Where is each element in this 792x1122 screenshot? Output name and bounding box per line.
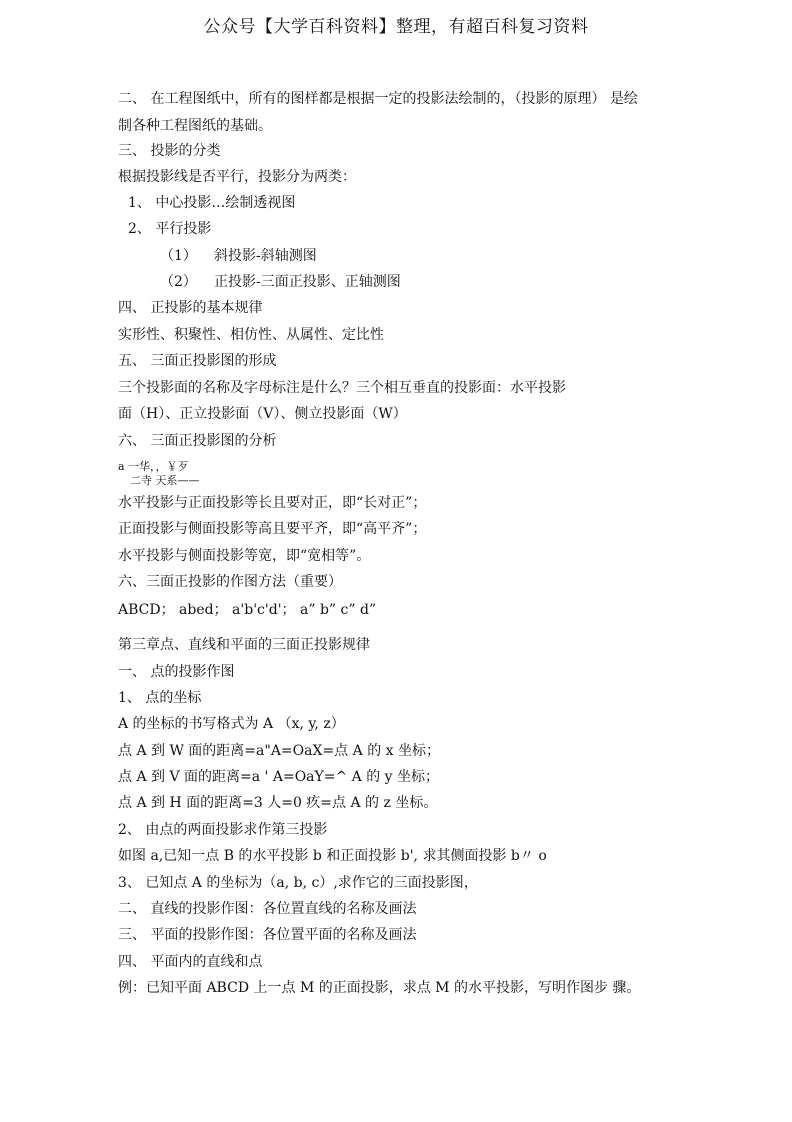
sub-list-item <box>160 245 317 265</box>
text-line: 二、 在工程图纸中，所有的图样都是根据一定的投影法绘制的，（投影的原理） 是绘 <box>118 91 638 107</box>
text-line: 三个投影面的名称及字母标注是什么？三个相互垂直的投影面：水平投影 <box>118 380 566 396</box>
page-header: 公众号【大学百科资料】整理，有超百科复习资料 <box>203 17 589 37</box>
section-heading: 六、 三面正投影图的分析 <box>118 433 277 449</box>
text-line: 如图 a,已知一点 B 的水平投影 b 和正面投影 b', 求其侧面投影 b〃 o <box>118 848 547 864</box>
text-line: ABCD； abed； a'b'c'd'； a” b” c” d” <box>118 602 377 618</box>
sub-list-number: （2） <box>160 274 197 290</box>
sub-list-item <box>160 271 401 291</box>
text-line: 面（H）、正立投影面（V）、侧立投影面（W） <box>118 406 407 422</box>
text-line: 例：已知平面 ABCD 上一点 M 的正面投影，求点 M 的水平投影，写明作图步 骤。 <box>118 980 641 996</box>
text-line: 正面投影与侧面投影等高且要平齐，即“高平齐”； <box>118 521 427 537</box>
text-line: 水平投影与侧面投影等宽，即“宽相等”。 <box>118 548 371 564</box>
section-heading: 三、 投影的分类 <box>118 143 221 159</box>
sub-list-text: 斜投影-斜轴测图 <box>214 248 317 264</box>
sub-list-text: 正投影-三面正投影、正轴测图 <box>214 274 401 290</box>
text-line: A 的坐标的书写格式为 A （x, y, z） <box>118 716 345 732</box>
sub-list-number: （1） <box>160 248 197 264</box>
list-item: 1、 中心投影…绘制透视图 <box>128 195 296 211</box>
text-line: 根据投影线是否平行，投影分为两类： <box>118 169 356 185</box>
text-line: 点 A 到 V 面的距离=a ' A=OaY=^ A 的 y 坐标； <box>118 769 440 785</box>
chapter-heading: 第三章点、直线和平面的三面正投影规律 <box>118 637 370 653</box>
section-heading: 四、 平面内的直线和点 <box>118 954 263 970</box>
section-heading: 3、 已知点 A 的坐标为（a, b, c）,求作它的三面投影图， <box>118 875 478 891</box>
section-heading: 1、 点的坐标 <box>118 690 202 706</box>
text-line: 点 A 到 H 面的距离=3 人=0 疚=点 A 的 z 坐标。 <box>118 795 438 811</box>
garbled-text: a 一华，，￥歹 <box>118 460 189 473</box>
text-line: 制各种工程图纸的基础。 <box>118 118 272 134</box>
section-heading: 五、 三面正投影图的形成 <box>118 353 277 369</box>
text-line: 水平投影与正面投影等长且要对正，即“长对正”； <box>118 495 427 511</box>
text-line: 点 A 到 W 面的距离=a"A=OaX=点 A 的 x 坐标； <box>118 743 440 759</box>
garbled-text: 二寺 天系—— <box>130 474 200 487</box>
text-line: 实形性、积聚性、相仿性、从属性、定比性 <box>118 327 384 343</box>
section-heading: 2、 由点的两面投影求作第三投影 <box>118 822 328 838</box>
section-heading: 二、 直线的投影作图：各位置直线的名称及画法 <box>118 901 417 917</box>
list-item: 2、 平行投影 <box>128 221 212 237</box>
section-heading: 一、 点的投影作图 <box>118 664 235 680</box>
section-heading: 四、 正投影的基本规律 <box>118 300 263 316</box>
section-heading: 六、三面正投影的作图方法（重要） <box>118 574 342 590</box>
section-heading: 三、 平面的投影作图：各位置平面的名称及画法 <box>118 927 417 943</box>
